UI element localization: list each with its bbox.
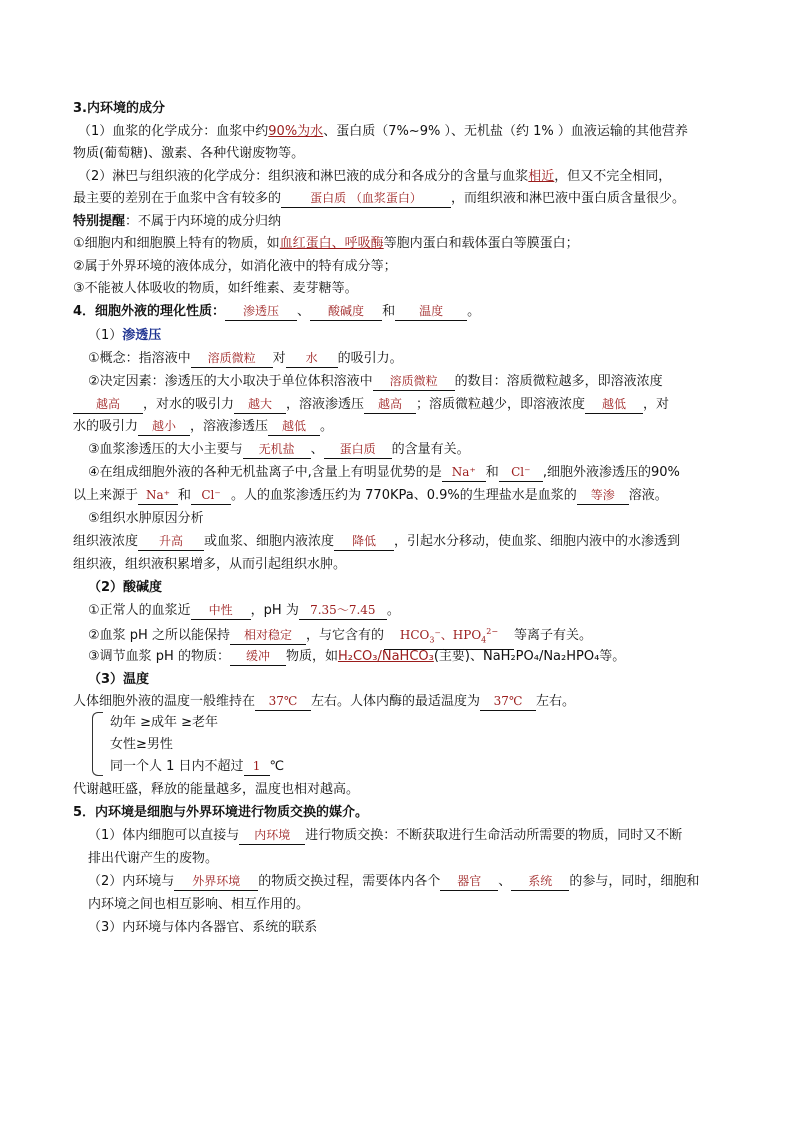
text: （1）: [88, 328, 123, 343]
s3-para-1-cont: 物质(葡萄糖)、激素、各种代谢废物等。: [73, 146, 305, 161]
text: ④在组成细胞外液的各种无机盐离子中,含量上有明显优势的是: [88, 465, 442, 480]
s3-para-2-cont: [73, 188, 685, 210]
tip-item-1: [73, 233, 579, 255]
text: 组织液浓度: [73, 534, 139, 549]
osmotic-factor-cont-2: [73, 416, 333, 438]
text: 。: [320, 419, 334, 434]
answer-blank: 升高: [138, 532, 204, 551]
text: 对: [272, 351, 286, 366]
answer-blank: 酸碱度: [310, 302, 382, 321]
text: ①概念：指溶液中: [88, 351, 191, 366]
answer-blank: 溶质微粒: [191, 349, 273, 368]
answer-blank: Cl⁻: [191, 486, 231, 505]
tip-item-2: ②属于外界环境的液体成分，如消化液中的特有成分等；: [73, 259, 397, 274]
answer-blank: 越高: [364, 395, 416, 414]
text: 左右。: [536, 694, 576, 709]
subscript: 3: [429, 635, 435, 645]
text: 和: [178, 488, 192, 503]
s3-para-1: [78, 121, 688, 143]
temp-heading: （3）温度: [88, 672, 150, 687]
text: 。人的血浆渗透压约为 770KPa、0.9%的生理盐水是血浆的: [231, 488, 577, 503]
answer-blank: 系统: [511, 872, 569, 891]
text: 等胞内蛋白和载体蛋白等膜蛋白；: [383, 236, 579, 251]
edema-text: [73, 531, 680, 553]
text: ，溶液渗透压: [190, 419, 269, 434]
answer-blank: 降低: [334, 532, 394, 551]
text: 。: [386, 603, 400, 618]
text: 左右。人体内酶的最适温度为: [311, 694, 481, 709]
temp-rule-2: 女性≥男性: [110, 737, 173, 752]
text: 同一个人 1 日内不超过: [110, 759, 244, 774]
text: 的吸引力。: [337, 351, 403, 366]
text: (主要)、NaH₂PO₄/Na₂HPO₄等。: [433, 649, 626, 664]
s3-para-2: [78, 166, 671, 188]
text: ，对水的吸引力: [143, 397, 235, 412]
answer-blank: 越小: [138, 417, 190, 436]
text: 和: [485, 465, 499, 480]
answer-blank: Cl⁻: [499, 463, 543, 482]
answer-underlined: 90%为水: [268, 124, 324, 139]
tip-title: 特别提醒: [73, 214, 126, 229]
text: 溶液。: [628, 488, 668, 503]
tip-item-3: ③不能被人体吸收的物质，如纤维素、麦芽糖等。: [73, 281, 358, 296]
answer-underlined: H₂CO₃/NaHCO₃: [337, 649, 434, 664]
osmotic-concept: [88, 348, 403, 370]
ph-line-2: [88, 623, 592, 645]
answer-blank: 相对稳定: [230, 626, 306, 645]
osmotic-heading: [88, 325, 161, 347]
text: ①细胞内和细胞膜上特有的物质，如: [73, 236, 280, 251]
text: 进行物质交换：不断获取进行生命活动所需要的物质，同时又不断: [305, 828, 683, 843]
answer-underlined: 相近: [528, 169, 555, 184]
brace-bracket: [92, 712, 103, 776]
temp-rule-3: [110, 756, 284, 778]
text: 、: [297, 304, 311, 319]
s5-para-1-cont: 排出代谢产生的废物。: [88, 851, 219, 866]
text: ②决定因素：渗透压的大小取决于单位体积溶液中: [88, 374, 373, 389]
text: 的参与，同时，细胞和: [569, 874, 700, 889]
answer-blank: 越大: [234, 395, 286, 414]
osmotic-factor: [88, 371, 663, 393]
subscript: 4: [481, 635, 487, 645]
answer-blank: Na⁺: [442, 463, 486, 482]
ion-contribution-cont: [73, 485, 668, 507]
text: ⁻、HPO: [434, 628, 482, 642]
answer-blank: Na⁺: [138, 486, 178, 505]
answer-blank: 蛋白质: [324, 440, 392, 459]
s5-para-3: （3）内环境与体内各器官、系统的联系: [88, 920, 318, 935]
text: 的含量有关。: [391, 442, 470, 457]
text: （1）体内细胞可以直接与: [88, 828, 240, 843]
text: 最主要的差别在于血浆中含有较多的: [73, 191, 282, 206]
answer-blank: 等渗: [577, 486, 629, 505]
answer-underlined: 血红蛋白、呼吸酶: [279, 236, 384, 251]
answer-blank: 蛋白质 （血浆蛋白）: [281, 189, 451, 208]
text: 和: [382, 304, 396, 319]
answer-blank: 内环境: [239, 826, 305, 845]
section-3-title: 3.内环境的成分: [73, 101, 165, 116]
answer-blank: 水: [286, 349, 338, 368]
text: ，引起水分移动，使血浆、细胞内液中的水渗透到: [394, 534, 681, 549]
answer-blank: 渗透压: [225, 302, 297, 321]
text: （1）血浆的化学成分：血浆中约: [78, 124, 269, 139]
text: 物质，如: [285, 649, 338, 664]
text: 的数目：溶质微粒越多，即溶液浓度: [454, 374, 663, 389]
answer-blank: 中性: [191, 601, 251, 620]
ion-contribution: [88, 462, 680, 484]
answer-blank: 无机盐: [243, 440, 311, 459]
ph-line-3: [88, 646, 625, 668]
answer-blank: 温度: [395, 302, 467, 321]
edema-heading: ⑤组织水肿原因分析: [88, 511, 204, 526]
osmotic-factor-cont-1: [73, 394, 669, 416]
temp-line-2: 代谢越旺盛，释放的能量越多，温度也相对越高。: [73, 782, 360, 797]
text: 、蛋白质（7%~9% ）、无机盐（约 1% ）血液运输的其他营养: [323, 124, 688, 139]
text: ；溶质微粒越少，即溶液浓度: [416, 397, 586, 412]
text: （2）淋巴与组织液的化学成分：组织液和淋巴液的成分和各成分的含量与血浆: [78, 169, 529, 184]
temp-rule-1: 幼年 ≥成年 ≥老年: [110, 715, 219, 730]
s5-para-2-cont: 内环境之间也相互影响、相互作用的。: [88, 897, 310, 912]
text: HCO: [399, 628, 430, 642]
text: ，pH 为: [250, 603, 299, 618]
section-4-title: [73, 301, 480, 323]
answer-blank: 器官: [440, 872, 498, 891]
text: ，与它含有的: [305, 628, 384, 643]
text: 水的吸引力: [73, 419, 139, 434]
text: 、: [498, 874, 512, 889]
text: ，而组织液和淋巴液中蛋白质含量很少。: [451, 191, 686, 206]
answer-blank: 外界环境: [174, 872, 258, 891]
text: ，对: [643, 397, 670, 412]
answer-blank: 1: [244, 757, 270, 776]
text: ，但又不完全相同，: [554, 169, 672, 184]
text: 。: [467, 304, 481, 319]
answer-blank: 越低: [585, 395, 643, 414]
title-text: 4．细胞外液的理化性质：: [73, 304, 226, 319]
answer-blank: 7.35～7.45: [299, 601, 387, 620]
text: 人体细胞外液的温度一般维持在: [73, 694, 256, 709]
answer-blank: 37℃: [480, 692, 536, 711]
answer-blank: 37℃: [255, 692, 311, 711]
ph-line-1: [88, 600, 400, 622]
tip-heading: [73, 211, 281, 233]
answer-blank: 越低: [268, 417, 320, 436]
text: ℃: [269, 759, 285, 774]
text: ③调节血浆 pH 的物质：: [88, 649, 230, 664]
text: 的物质交换过程，需要体内各个: [258, 874, 441, 889]
subsection-title: 渗透压: [122, 328, 162, 343]
text: ：不属于内环境的成分归纳: [125, 214, 282, 229]
answer-blank: 溶质微粒: [373, 372, 455, 391]
text: ②血浆 pH 之所以能保持: [88, 628, 230, 643]
text: （2）内环境与: [88, 874, 175, 889]
text: 以上来源于: [73, 488, 139, 503]
text: ①正常人的血浆近: [88, 603, 191, 618]
section-5-title: 5．内环境是细胞与外界环境进行物质交换的媒介。: [73, 805, 369, 820]
text: 或血浆、细胞内液浓度: [204, 534, 335, 549]
answer-blank: 越高: [73, 395, 143, 414]
text: ，溶液渗透压: [286, 397, 365, 412]
s5-para-2: [88, 871, 699, 893]
text: ,细胞外液渗透压的90%: [542, 465, 680, 480]
superscript: 2−: [486, 627, 499, 636]
edema-text-cont: 组织液，组织液积累增多，从而引起组织水肿。: [73, 557, 347, 572]
ph-heading: （2）酸碱度: [88, 580, 163, 595]
text: 、: [310, 442, 324, 457]
text: ③血浆渗透压的大小主要与: [88, 442, 243, 457]
s5-para-1: [88, 825, 682, 847]
answer-blank: 缓冲: [230, 647, 286, 666]
text: 等离子有关。: [513, 628, 592, 643]
temp-line-1: [73, 691, 575, 713]
plasma-osmotic: [88, 439, 470, 461]
